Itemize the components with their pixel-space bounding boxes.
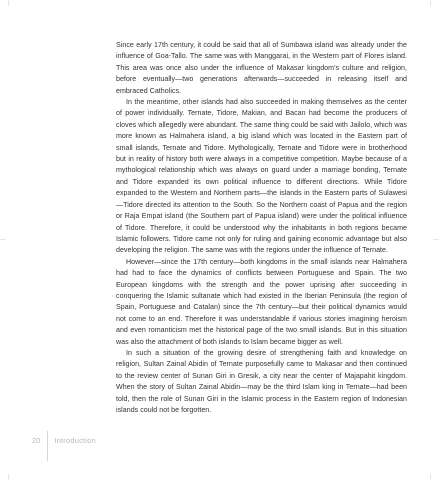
- paragraph: Since early 17th century, it could be said that all of Sumbawa island was already under the influence of Goa-Tallo. The same was with Manggarai, in the Western part of Flores island. This area was once also under the influence of Makasar kingdom's culture and religion, before eventually—two generations afterwards—succeeded in releasing itself and embraced Catholics.: [116, 41, 407, 95]
- paragraph: However—since the 17th century—both kingdoms in the small islands near Halmahera had had to face the dynamics of conflicts between Portuguese and Spain. The two European kingdoms with the strength and the power uprising after succeeding in conquering the Islamic sultanate which had existed in the Iberian Peninsula (the region of Spain, Portuguese and Catalan) since the 7th century—but their political dynamics would not come to an end. Therefore it was understandable if various stories imagining heroism and even romanticism met the historical page of the two small islands. But in this situation was also the attachment of both islands to Islam became bigger as well.: [116, 257, 407, 346]
- page-number: 20: [32, 435, 41, 445]
- crop-mark: [8, 0, 9, 6]
- paragraph: In such a situation of the growing desire of strengthening faith and knowledge on religion, Sultan Zainal Abidin of Ternate purposefully came to Makasar and then continued to the review center of Sunan Giri in Gresik, a city near the center of Majapahit kingdom. When the story of Sultan Zainal Abidin—may be the third Islam king in Ternate—had been told, then the role of Sunan Giri in the Islamic process in the Eastern region of Indonesian islands could not be forgotten.: [116, 348, 407, 414]
- crop-mark: [8, 474, 9, 480]
- paragraph: In the meantime, other islands had also succeeded in making themselves as the center of power individually. Ternate, Tidore, Makian, and Bacan had become the producers of cloves which allegedly were abundant. The same thing could be said with Jailolo, which was more known as Halmahera island, a big island which was located in the Eastern part of small islands, Ternate and Tidore. Mythologically, Ternate and Tidore were in brotherhood but in reality of history both were always in a competitive competition. Maybe because of a mythological relationship which was always on guard under a marriage bonding, Ternate and Tidore expanded its own political influence to different directions. While Tidore expanded to the Western and Northern parts—the islands in the Eastern parts of Sulawesi—Tidore directed its attention to the South. So the Northern coast of Papua and the region or Raja Empat island (the Southern part of Papua island) were under the political influence of Tidore. Therefore, it could be understood why the inhabitants in both regions became Islamic followers. Tidore came not only for ruling and gaining economic advantage but also developing the religion. The same was with the regions under the influence of Ternate.: [116, 98, 407, 255]
- crop-mark: [433, 239, 439, 240]
- crop-mark: [0, 239, 6, 240]
- running-head: Introduction: [54, 435, 96, 445]
- crop-mark: [430, 474, 431, 480]
- page-footer: [32, 434, 96, 446]
- body-text-column: [116, 40, 407, 416]
- crop-mark: [430, 0, 431, 6]
- footer-divider: [47, 431, 48, 461]
